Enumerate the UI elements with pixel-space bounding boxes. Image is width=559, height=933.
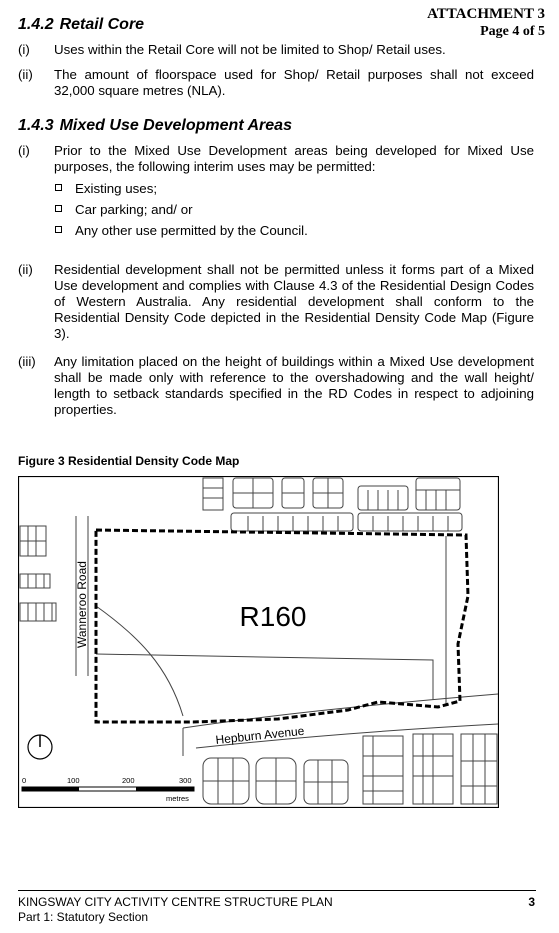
lot-blocks-top xyxy=(203,478,462,531)
paragraph-text: The amount of floorspace used for Shop/ Retail purposes shall not exceed 32,000 square metres (NLA). xyxy=(54,67,534,98)
bullet-text: Car parking; and/ or xyxy=(75,202,193,217)
paragraph-marker: (i) xyxy=(18,42,30,57)
section-heading-1-4-2 xyxy=(18,16,144,34)
paragraph-143-i xyxy=(18,143,534,175)
road-label-hepburn: Hepburn Avenue xyxy=(214,723,306,747)
paragraph-marker: (ii) xyxy=(18,67,33,82)
scale-tick: 0 xyxy=(22,776,27,785)
paragraph-marker: (i) xyxy=(18,143,30,158)
paragraph-text: Residential development shall not be permitted unless it forms part of a Mixed Use development and complies with Clause 4.3 of the Residential Design Codes of Western Australia. Any residential development shall conform to the Residential Density Code depicted in the Residential Density Code Map (Figure 3). xyxy=(54,262,534,341)
north-arrow-icon xyxy=(28,735,52,759)
footer-subtitle: Part 1: Statutory Section xyxy=(18,910,149,924)
section-title: Mixed Use Development Areas xyxy=(59,117,292,134)
checkbox-bullet-icon xyxy=(55,205,62,212)
attachment-label: ATTACHMENT 3 xyxy=(427,6,545,22)
paragraph-142-ii xyxy=(18,67,534,99)
bullet-item xyxy=(55,223,308,239)
paragraph-text: Prior to the Mixed Use Development areas being developed for Mixed Use purposes, the following interim uses may be permitted: xyxy=(54,143,534,174)
scale-bar xyxy=(22,787,194,791)
section-heading-1-4-3 xyxy=(18,117,292,135)
map-frame xyxy=(19,477,499,808)
paragraph-142-i xyxy=(18,42,534,58)
figure-caption: Figure 3 Residential Density Code Map xyxy=(18,454,240,468)
footer-title: KINGSWAY CITY ACTIVITY CENTRE STRUCTURE PLAN xyxy=(18,895,333,909)
paragraph-marker: (iii) xyxy=(18,354,36,369)
lot-blocks-left xyxy=(20,526,56,621)
paragraph-text: Uses within the Retail Core will not be limited to Shop/ Retail uses. xyxy=(54,42,446,57)
bullet-text: Any other use permitted by the Council. xyxy=(75,223,308,238)
checkbox-bullet-icon xyxy=(55,184,62,191)
paragraph-text: Any limitation placed on the height of buildings within a Mixed Use development shall be made only with reference to the overshadowing and the wall height/ length to setback standards specified in the RD Codes in respect to adjoining properties. xyxy=(54,354,534,417)
lot-blocks-bottom xyxy=(203,734,497,804)
attachment-header xyxy=(427,6,545,40)
page-number: 3 xyxy=(528,895,535,909)
internal-boundary xyxy=(96,606,183,716)
scale-tick: 200 xyxy=(122,776,135,785)
footer-rule xyxy=(18,890,536,891)
road-label-wanneroo: Wanneroo Road xyxy=(75,561,89,648)
paragraph-143-iii xyxy=(18,354,534,418)
internal-boundary xyxy=(96,654,433,700)
section-title: Retail Core xyxy=(59,16,145,33)
section-number: 1.4.2 xyxy=(18,16,54,33)
zone-label: R160 xyxy=(239,601,307,632)
bullet-item xyxy=(55,202,193,218)
page-count: Page 4 of 5 xyxy=(480,24,545,39)
scale-unit: metres xyxy=(166,794,189,803)
bullet-text: Existing uses; xyxy=(75,181,158,196)
scale-tick: 100 xyxy=(67,776,80,785)
density-code-map xyxy=(18,476,499,808)
scale-tick: 300 xyxy=(179,776,192,785)
bullet-item xyxy=(55,181,157,197)
paragraph-143-ii xyxy=(18,262,534,342)
checkbox-bullet-icon xyxy=(55,226,62,233)
section-number: 1.4.3 xyxy=(18,117,54,134)
paragraph-marker: (ii) xyxy=(18,262,33,277)
